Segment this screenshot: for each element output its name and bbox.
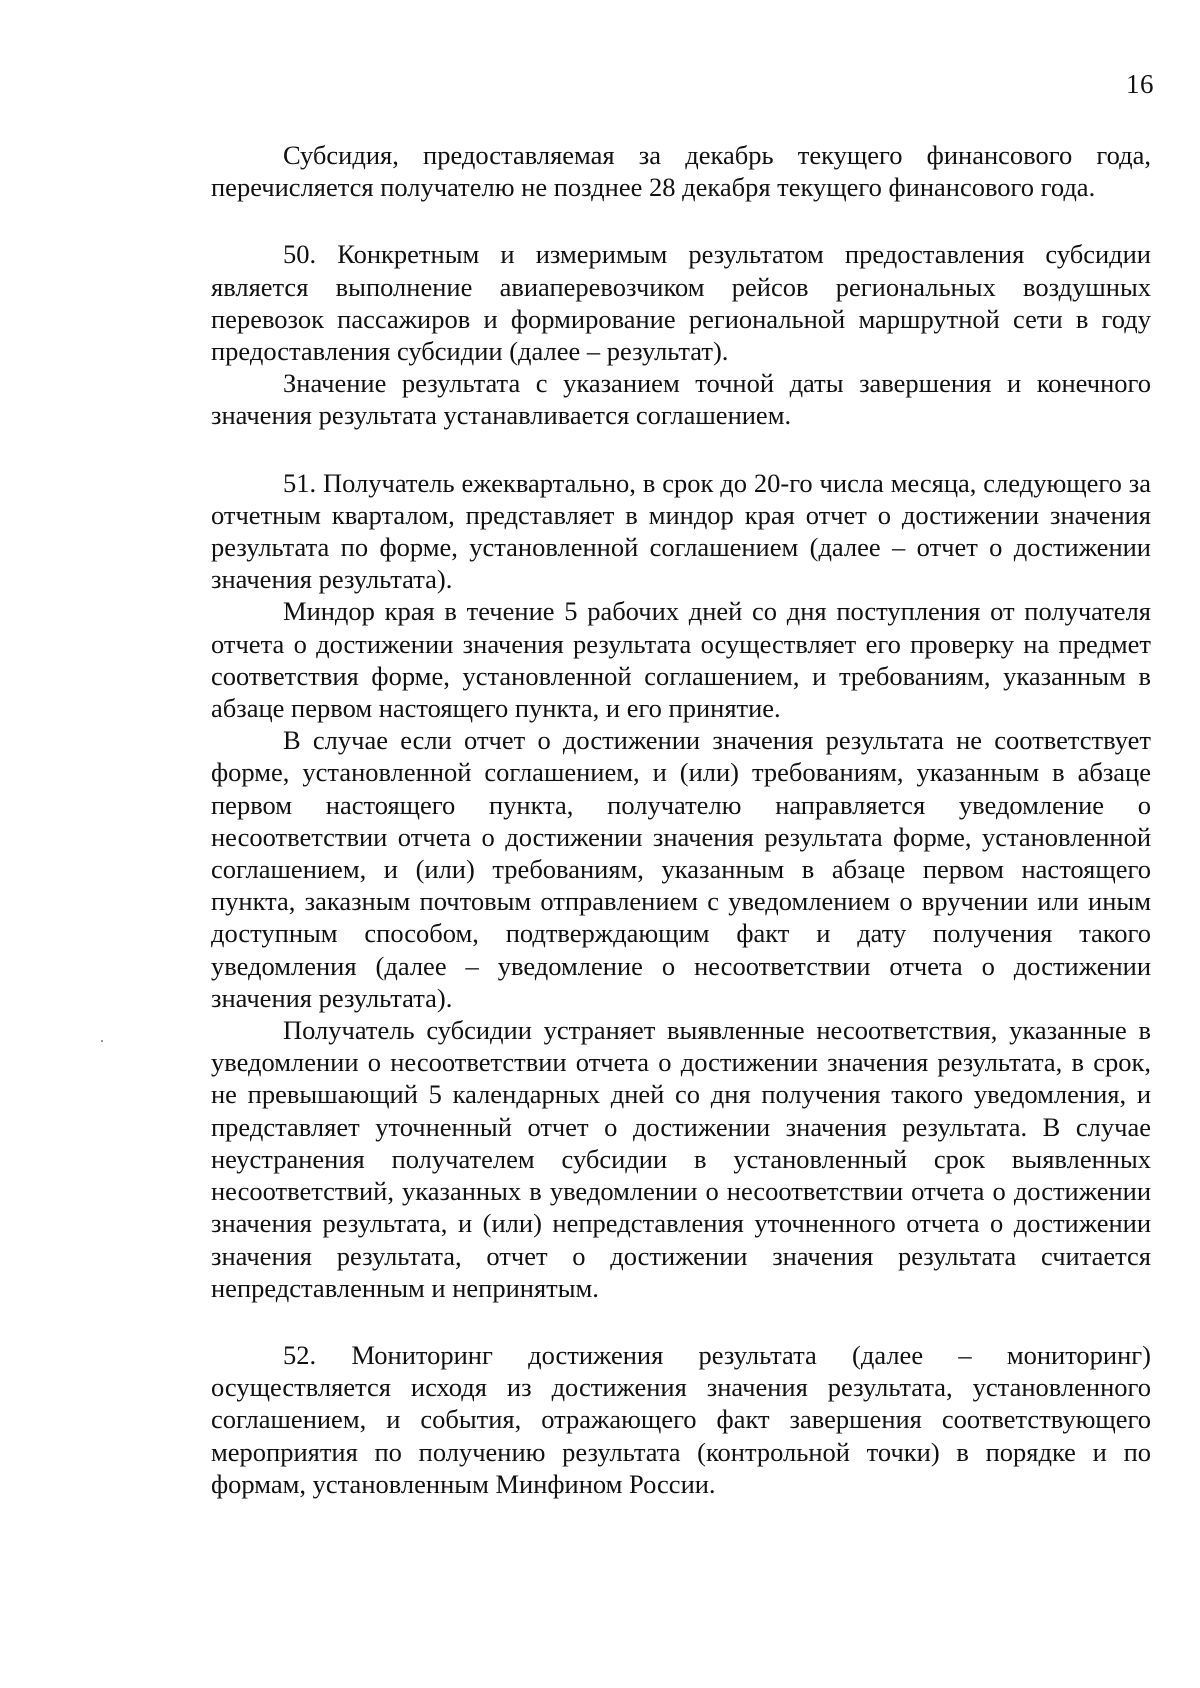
paragraph-nonconformity-notice: В случае если отчет о достижении значения результата не соответствует форме, установленной соглашением, и (или) требованиям, указанным в абзаце первом настоящего пункта, получателю направляется уведомление о несоответствии отчета о достижении значения результата форме, установленной соглашением, и (или) требованиям, указанным в абзаце первом настоящего пункта, заказным почтовым отправлением с уведомлением о вручении или иным доступным способом, подтверждающим факт и дату получения такого уведомления (далее – уведомление о несоответствии отчета о достижении значения результата). (211, 725, 1151, 1013)
page-number: 16 (1126, 69, 1154, 99)
paragraph-subsidy-december: Субсидия, предоставляемая за декабрь текущего финансового года, перечисляется получателю не позднее 28 декабря текущего финансового года. (211, 140, 1151, 203)
document-body (211, 139, 1151, 1500)
paragraph-51-report: 51. Получатель ежеквартально, в срок до 20-го числа месяца, следующего за отчетным кварталом, представляет в миндор края отчет о достижении значения результата по форме, установленной соглашением (далее – отчет о достижении значения результата). (211, 467, 1151, 595)
paragraph-52-monitoring: 52. Мониторинг достижения результата (далее – мониторинг) осуществляется исходя из достижения значения результата, установленного соглашением, и события, отражающего факт завершения соответствующего мероприятия по получению результата (контрольной точки) в порядке и по формам, установленным Минфином России. (211, 1339, 1151, 1499)
paragraph-report-check: Миндор края в течение 5 рабочих дней со дня поступления от получателя отчета о достижении значения результата осуществляет его проверку на предмет соответствия форме, установленной соглашением, и требованиям, указанным в абзаце первом настоящего пункта, и его принятие. (211, 596, 1151, 724)
paragraph-result-value: Значение результата с указанием точной даты завершения и конечного значения результата устанавливается соглашением. (211, 368, 1151, 431)
paragraph-nonconformity-correction: Получатель субсидии устраняет выявленные несоответствия, указанные в уведомлении о несоответствии отчета о достижении значения результата, в срок, не превышающий 5 календарных дней со дня получения такого уведомления, и представляет уточненный отчет о достижении значения результата. В случае неустранения получателем субсидии в установленный срок выявленных несоответствий, указанных в уведомлении о несоответствии отчета о достижении значения результата, и (или) непредставления уточненного отчета о достижении значения результата, отчет о достижении значения результата считается непредставленным и непринятым. (211, 1015, 1151, 1303)
paragraph-50-result: 50. Конкретным и измеримым результатом предоставления субсидии является выполнение авиаперевозчиком рейсов региональных воздушных перевозок пассажиров и формирование региональной маршрутной сети в году предоставления субсидии (далее – результат). (211, 239, 1151, 367)
scan-speck (101, 1040, 103, 1042)
